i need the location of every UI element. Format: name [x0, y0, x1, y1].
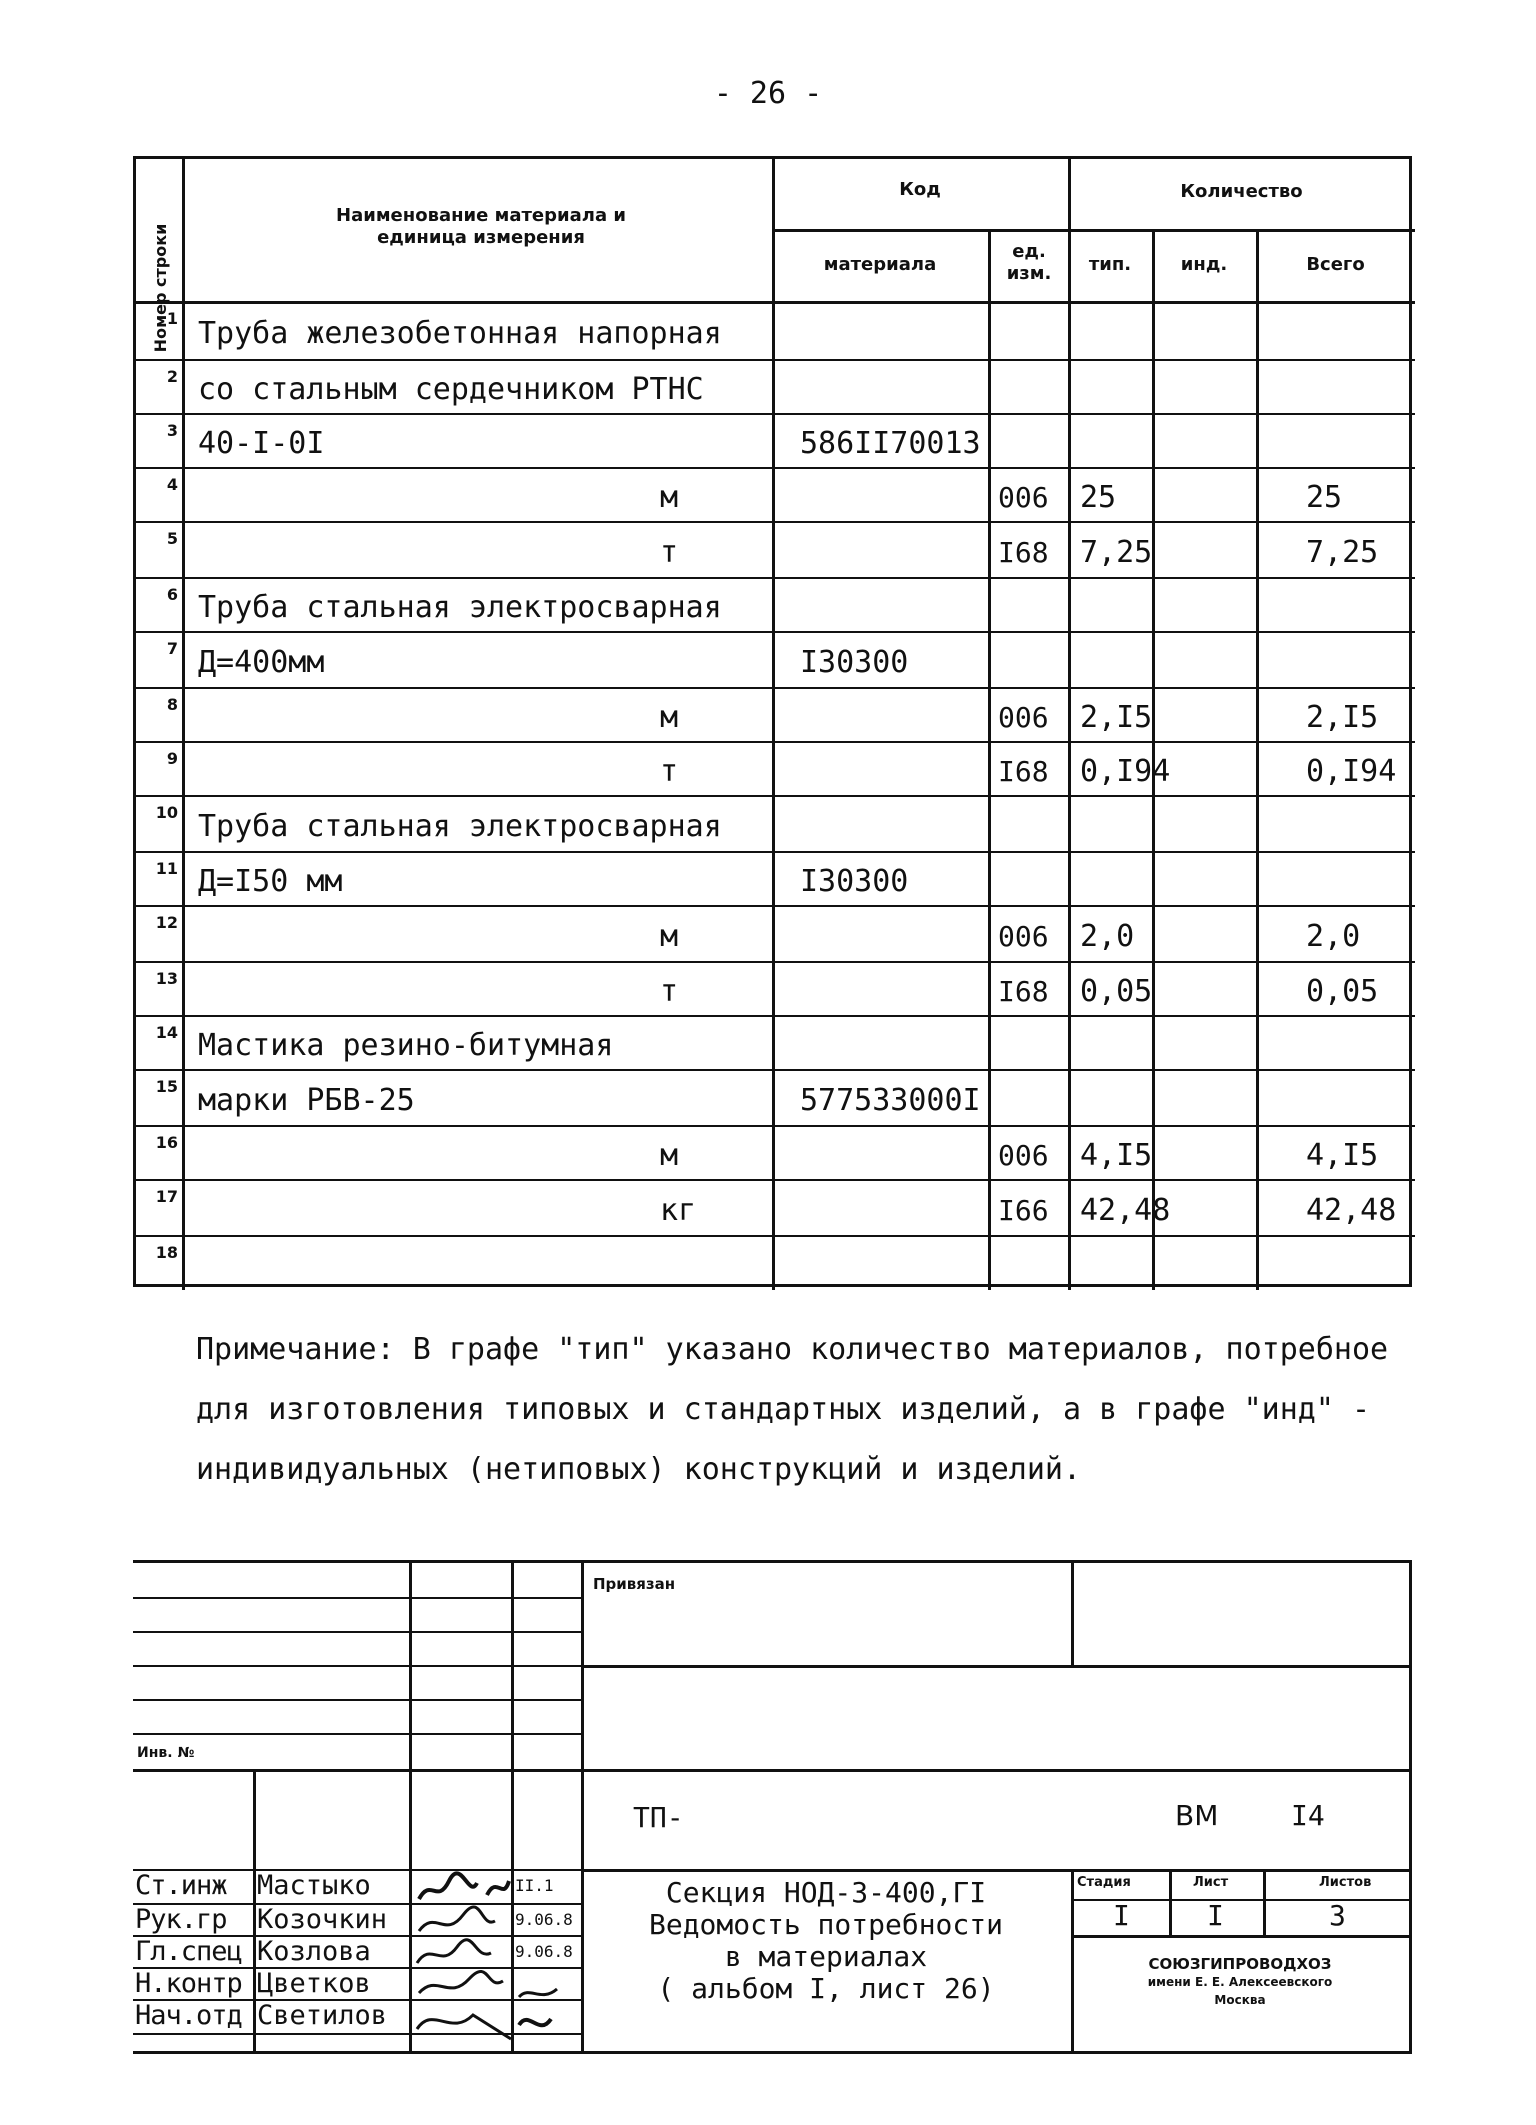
row-number: 5 [166, 529, 178, 548]
unit-code: I68 [998, 755, 1049, 788]
total-header: Всего [1306, 254, 1365, 275]
typ-quantity: 0,05 [1080, 974, 1153, 1009]
organization-subtitle: имени Е. Е. Алексеевского [1147, 1975, 1333, 1989]
typ-quantity: 7,25 [1080, 535, 1153, 570]
attached-label: Привязан [593, 1575, 676, 1593]
person-date: II.1 [515, 1876, 554, 1895]
row-number-header: Номер строки [151, 223, 170, 353]
doc-number: I4 [1291, 1799, 1325, 1832]
unit-label: м [660, 480, 679, 515]
row-number: 11 [155, 859, 178, 878]
total-quantity: 7,25 [1306, 535, 1379, 570]
note-line-3: индивидуальных (нетиповых) конструкций и изделий. [196, 1452, 1082, 1487]
row-number: 15 [155, 1077, 178, 1096]
row-number: 2 [166, 367, 178, 386]
person-role: Ст.инж [135, 1870, 227, 1901]
unit-label: т [660, 535, 679, 570]
person-date: 9.06.8 [515, 1910, 573, 1929]
ind-header: инд. [1180, 254, 1228, 275]
note-line-1: Примечание: В графе "тип" указано количество материалов, потребное [196, 1332, 1389, 1367]
title-line: Ведомость потребности [648, 1908, 1003, 1941]
typ-quantity: 42,48 [1080, 1193, 1171, 1228]
person-name: Мастыко [257, 1870, 371, 1901]
document-title [581, 1877, 1071, 2005]
material-code: 577533000I [800, 1083, 981, 1118]
row-number: 1 [166, 309, 178, 328]
person-role: Рук.гр [135, 1904, 227, 1935]
row-number: 7 [166, 639, 178, 658]
stage-label: Стадия [1077, 1875, 1131, 1890]
person-name: Светилов [257, 2000, 388, 2031]
sheets-label: Листов [1319, 1875, 1372, 1890]
organization [1071, 1955, 1409, 2009]
row-number: 8 [166, 695, 178, 714]
material-name: со стальным сердечником РТНС [198, 372, 704, 407]
unit-label: м [660, 1138, 679, 1173]
material-name: Д=400мм [198, 645, 325, 680]
person-name: Цветков [257, 1968, 371, 1999]
sheet-label: Лист [1193, 1875, 1229, 1890]
row-number: 12 [155, 913, 178, 932]
material-name: 40-I-0I [198, 426, 325, 461]
stage-value: I [1113, 1899, 1130, 1932]
typ-quantity: 25 [1080, 480, 1117, 515]
quantity-header: Количество [1180, 181, 1303, 202]
person-name: Козочкин [257, 1904, 388, 1935]
page-number: - 26 - [713, 76, 823, 111]
note [196, 1320, 1396, 1500]
name-header: Наименование материала и единица измерения [336, 205, 626, 248]
unit-code: I66 [998, 1194, 1049, 1227]
unit-code: I68 [998, 975, 1049, 1008]
material-code: I30300 [800, 864, 909, 899]
unit-code: 006 [998, 1139, 1049, 1172]
unit-label: м [660, 700, 679, 735]
total-quantity: 0,I94 [1306, 754, 1397, 789]
title-line: Секция НОД-3-400,ГI [665, 1876, 987, 1909]
row-number: 3 [166, 421, 178, 440]
total-quantity: 2,I5 [1306, 700, 1379, 735]
material-name: Труба стальная электросварная [198, 590, 722, 625]
title-line: в материалах [724, 1940, 928, 1973]
sheets-value: 3 [1329, 1899, 1346, 1932]
note-line-2: для изготовления типовых и стандартных изделий, а в графе "инд" - [196, 1392, 1370, 1427]
typ-quantity: 0,I94 [1080, 754, 1171, 789]
material-name: Мастика резино-битумная [198, 1028, 614, 1063]
unit-code: 006 [998, 701, 1049, 734]
person-role: Нач.отд [135, 2000, 242, 2031]
person-role: Гл.спец [135, 1936, 242, 1967]
row-number: 9 [166, 749, 178, 768]
total-quantity: 0,05 [1306, 974, 1379, 1009]
total-quantity: 2,0 [1306, 919, 1361, 954]
material-code: I30300 [800, 645, 909, 680]
materials-table [133, 156, 1412, 1287]
typ-quantity: 4,I5 [1080, 1138, 1153, 1173]
signatures-graphic [411, 1869, 579, 2053]
row-number: 18 [155, 1243, 178, 1262]
code-header: Код [899, 179, 941, 200]
material-name: Д=I50 мм [198, 864, 343, 899]
unit-label: м [660, 919, 679, 954]
unit-label: кг [660, 1193, 697, 1228]
row-number: 6 [166, 585, 178, 604]
row-number: 17 [155, 1187, 178, 1206]
unit-label: т [660, 754, 679, 789]
total-quantity: 42,48 [1306, 1193, 1397, 1228]
row-number: 14 [155, 1023, 178, 1042]
title-line: ( альбом I, лист 26) [657, 1972, 995, 2005]
total-quantity: 25 [1306, 480, 1343, 515]
unit-code: I68 [998, 536, 1049, 569]
typ-header: тип. [1088, 254, 1132, 275]
unit-header: ед. изм. [1006, 241, 1052, 284]
person-name: Козлова [257, 1936, 371, 1967]
doc-prefix: ТП- [633, 1801, 684, 1834]
person-role: Н.контр [135, 1968, 242, 1999]
material-code: 586II70013 [800, 426, 981, 461]
row-number: 13 [155, 969, 178, 988]
material-name: Труба стальная электросварная [198, 809, 722, 844]
material-header: материала [823, 254, 937, 275]
person-date: 9.06.8 [515, 1942, 573, 1961]
title-block [133, 1560, 1412, 2050]
typ-quantity: 2,I5 [1080, 700, 1153, 735]
organization-name: СОЮЗГИПРОВОДХОЗ [1148, 1955, 1332, 1973]
doc-code: ВМ [1175, 1799, 1219, 1832]
sheet-value: I [1207, 1899, 1224, 1932]
organization-city: Москва [1214, 1993, 1266, 2007]
total-quantity: 4,I5 [1306, 1138, 1379, 1173]
row-number: 16 [155, 1133, 178, 1152]
row-number: 10 [155, 803, 178, 822]
unit-code: 006 [998, 920, 1049, 953]
typ-quantity: 2,0 [1080, 919, 1135, 954]
material-name: марки РБВ-25 [198, 1083, 415, 1118]
material-name: Труба железобетонная напорная [198, 316, 722, 351]
unit-label: т [660, 974, 679, 1009]
row-number: 4 [166, 475, 178, 494]
inventory-number-label: Инв. № [137, 1745, 195, 1761]
unit-code: 006 [998, 481, 1049, 514]
